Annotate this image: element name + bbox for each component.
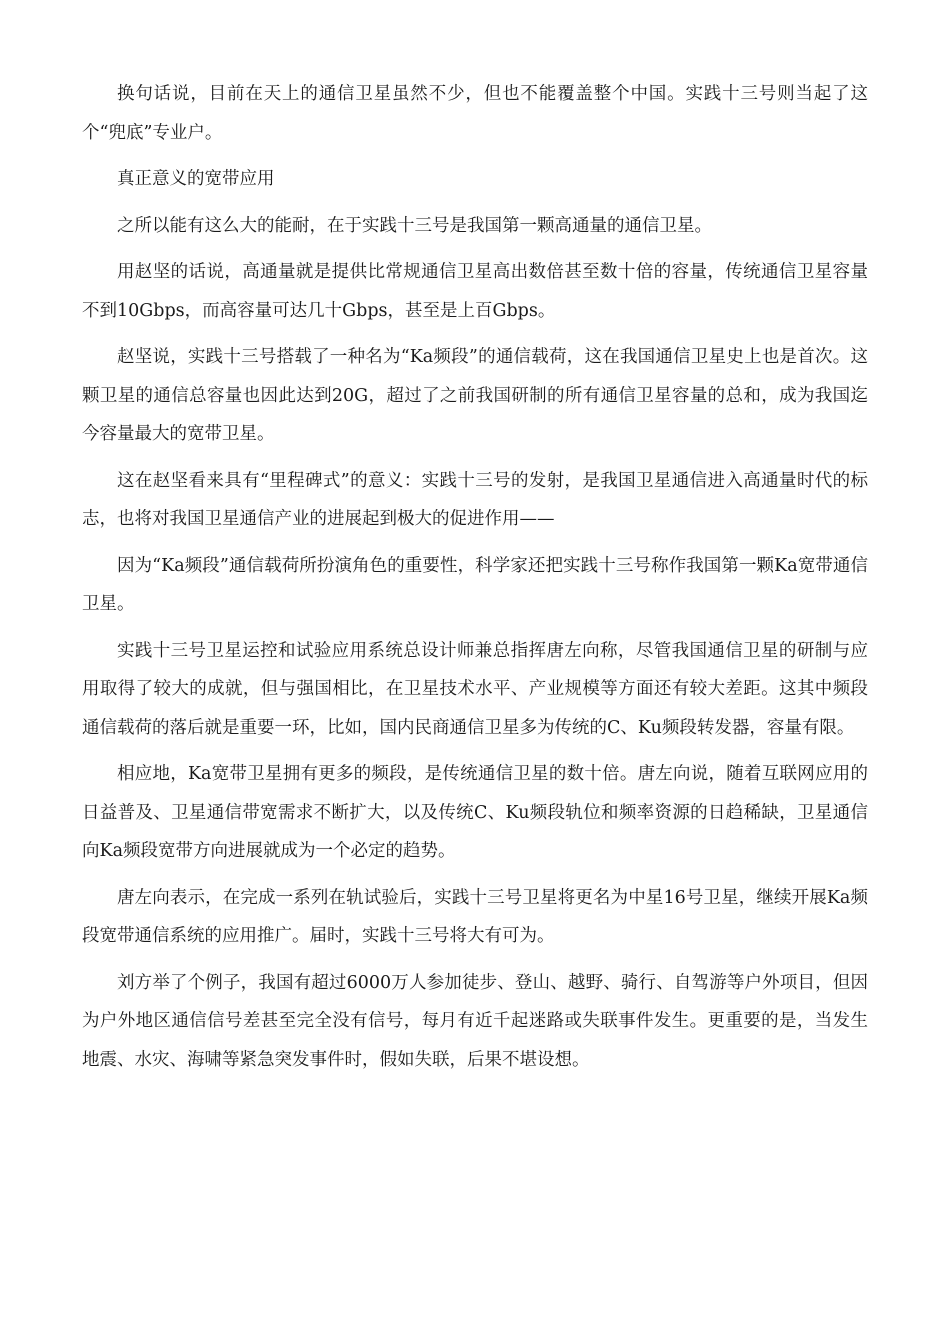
document-page (82, 75, 868, 1087)
paragraph: 之所以能有这么大的能耐，在于实践十三号是我国第一颗高通量的通信卫星。 (117, 215, 712, 236)
section-heading: 真正意义的宽带应用 (117, 169, 275, 189)
paragraph: 因为“Ka频段”通信载荷所扮演角色的重要性，科学家还把实践十三号称作我国第一颗Ka宽带通信卫星。 (82, 555, 868, 614)
paragraph: 赵坚说，实践十三号搭载了一种名为“Ka频段”的通信载荷，这在我国通信卫星史上也是首次。这颗卫星的通信总容量也因此达到20G，超过了之前我国研制的所有通信卫星容量的总和，成为我国迄今容量最大的宽带卫星。 (82, 347, 868, 444)
paragraph: 这在赵坚看来具有“里程碑式”的意义：实践十三号的发射，是我国卫星通信进入高通量时代的标志，也将对我国卫星通信产业的进展起到极大的促进作用—— (82, 470, 868, 529)
paragraph: 唐左向表示，在完成一系列在轨试验后，实践十三号卫星将更名为中星16号卫星，继续开展Ka频段宽带通信系统的应用推广。届时，实践十三号将大有可为。 (82, 887, 868, 946)
paragraph: 相应地，Ka宽带卫星拥有更多的频段，是传统通信卫星的数十倍。唐左向说，随着互联网应用的日益普及、卫星通信带宽需求不断扩大，以及传统C、Ku频段轨位和频率资源的日趋稀缺，卫星通信向Ka频段宽带方向进展就成为一个必定的趋势。 (82, 764, 868, 861)
paragraph: 实践十三号卫星运控和试验应用系统总设计师兼总指挥唐左向称，尽管我国通信卫星的研制与应用取得了较大的成就，但与强国相比，在卫星技术水平、产业规模等方面还有较大差距。这其中频段通信载荷的落后就是重要一环，比如，国内民商通信卫星多为传统的C、Ku频段转发器，容量有限。 (82, 640, 868, 738)
paragraph: 换句话说，目前在天上的通信卫星虽然不少，但也不能覆盖整个中国。实践十三号则当起了这个“兜底”专业户。 (82, 84, 868, 143)
paragraph: 用赵坚的话说，高通量就是提供比常规通信卫星高出数倍甚至数十倍的容量，传统通信卫星容量不到10Gbps，而高容量可达几十Gbps，甚至是上百Gbps。 (82, 262, 868, 321)
paragraph: 刘方举了个例子，我国有超过6000万人参加徒步、登山、越野、骑行、自驾游等户外项目，但因为户外地区通信信号差甚至完全没有信号，每月有近千起迷路或失联事件发生。更重要的是，当发生地震、水灾、海啸等紧急突发事件时，假如失联，后果不堪设想。 (82, 972, 868, 1070)
